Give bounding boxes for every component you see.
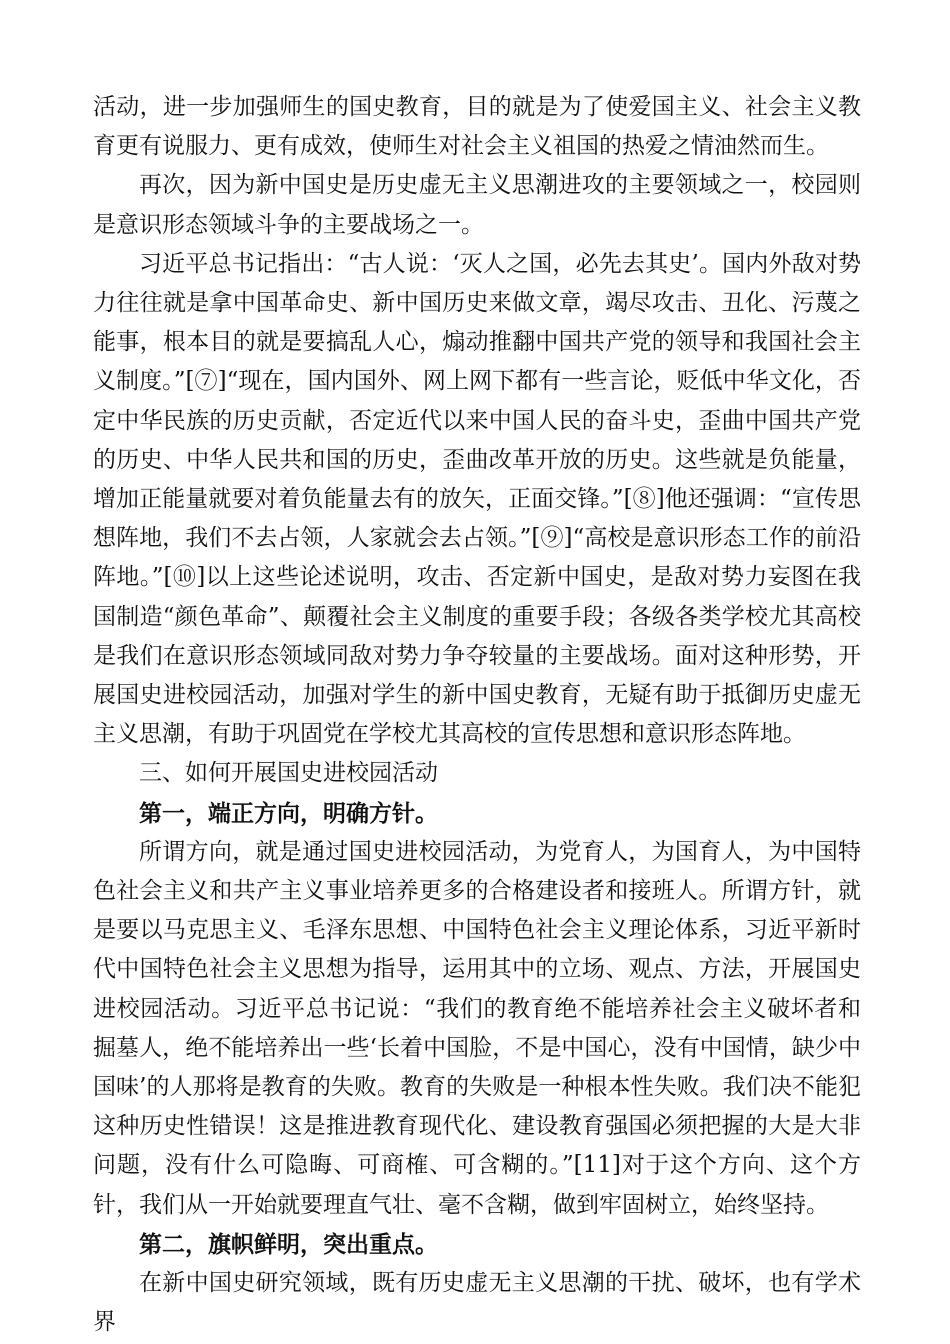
paragraph-xi-quote: 习近平总书记指出：“古人说：‘灭人之国，必先去其史’。国内外敌对势力往往就是拿中国革命史、新中国历史来做文章，竭尽攻击、丑化、污蔑之能事，根本目的就是要搞乱人心，煽动推翻中国共产党的领导和我国社会主义制度。”[⑦]“现在，国内国外、网上网下都有一些言论，贬低中华文化，否定中华民族的历史贡献，否定近代以来中国人民的奋斗史，歪曲中国共产党的历史、中华人民共和国的历史，歪曲改革开放的历史。这些就是负能量，增加正能量就要对着负能量去有的放矢，正面交锋。”[⑧]他还强调：“宣传思想阵地，我们不去占领，人家就会去占领。”[⑨]“高校是意识形态工作的前沿阵地。”[⑩]以上这些论述说明，攻击、否定新中国史，是敌对势力妄图在我国制造“颜色革命”、颠覆社会主义制度的重要手段；各级各类学校尤其高校是我们在意识形态领域同敌对势力争夺较量的主要战场。面对这种形势，开展国史进校园活动，加强对学生的新中国史教育，无疑有助于抵御历史虚无主义思潮，有助于巩固党在学校尤其高校的宣传思想和意识形态阵地。	[93, 250, 861, 748]
subheading-second: 第二，旗帜鲜明，突出重点。	[139, 1230, 438, 1258]
document-page	[93, 88, 861, 1343]
section-heading-3: 三、如何开展国史进校园活动	[139, 760, 438, 787]
paragraph-direction: 所谓方向，就是通过国史进校园活动，为党育人，为国育人，为中国特色社会主义和共产主义事业培养更多的合格建设者和接班人。所谓方针，就是要以马克思主义、毛泽东思想、中国特色社会主义理论体系，习近平新时代中国特色社会主义思想为指导，运用其中的立场、观点、方法，开展国史进校园活动。习近平总书记说：“我们的教育绝不能培养社会主义破坏者和掘墓人，绝不能培养出一些‘长着中国脸，不是中国心，没有中国情，缺少中国味’的人那将是教育的失败。教育的失败是一种根本性失败。我们决不能犯这种历史性错误！这是推进教育现代化、建设教育强国必须把握的大是大非问题，没有什么可隐晦、可商榷、可含糊的。”[11]对于这个方向、这个方针，我们从一开始就要理直气壮、毫不含糊，做到牢固树立，始终坚持。	[93, 838, 861, 1218]
subheading-first: 第一，端正方向，明确方针。	[139, 799, 438, 827]
paragraph-continuation: 活动，进一步加强师生的国史教育，目的就是为了使爱国主义、社会主义教育更有说服力、更有成效，使师生对社会主义祖国的热爱之情油然而生。	[93, 94, 861, 160]
paragraph-research-field: 在新中国史研究领域，既有历史虚无主义思潮的干扰、破坏，也有学术界	[93, 1270, 861, 1336]
paragraph-thirdly: 再次，因为新中国史是历史虚无主义思潮进攻的主要领域之一，校园则是意识形态领域斗争的主要战场之一。	[93, 172, 861, 238]
